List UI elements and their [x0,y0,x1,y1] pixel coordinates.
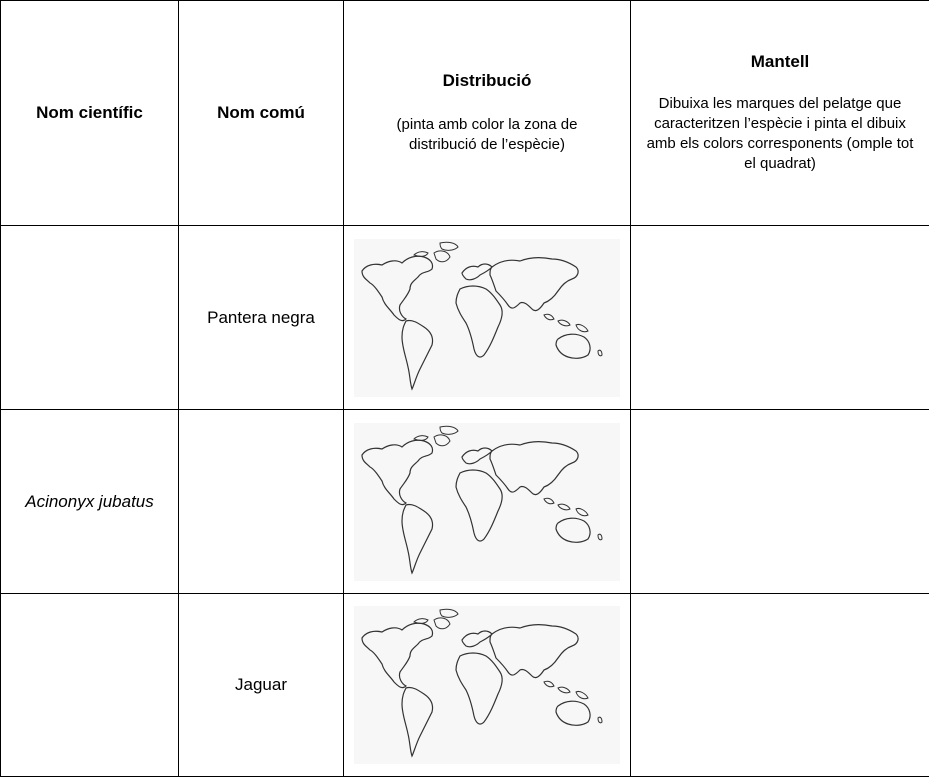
scientific-name-cell[interactable]: Acinonyx jubatus [1,410,179,594]
header-distribution [344,1,631,226]
header-coat [631,1,929,226]
table-row [1,226,929,410]
table-row [1,410,929,594]
world-map-icon [354,606,620,764]
coat-drawing-cell[interactable] [631,410,929,594]
coat-instructions: Dibuixa les marques del pelatge que caracteritzen l’espècie i pinta el dibuix amb els colors corresponents (omple tot el quadrat) [646,95,914,172]
table-row [1,594,929,777]
world-outline-map[interactable] [354,423,620,581]
header-row [1,1,929,226]
coat-drawing-cell[interactable] [631,594,929,777]
scientific-name-cell[interactable] [1,594,179,777]
common-name-cell[interactable]: Pantera negra [179,226,344,410]
world-map-icon [354,239,620,397]
coat-title: Mantell [750,52,810,71]
world-outline-map[interactable] [354,239,620,397]
world-map-icon [354,423,620,581]
coat-drawing-cell[interactable] [631,226,929,410]
common-name-cell[interactable]: Jaguar [179,594,344,777]
distribution-cell[interactable] [344,594,631,777]
header-common-name: Nom comú [179,1,344,226]
distribution-title: Distribució [442,71,532,90]
header-scientific-name: Nom científic [1,1,179,226]
scientific-name-cell[interactable] [1,226,179,410]
distribution-cell[interactable] [344,226,631,410]
common-name-cell[interactable] [179,410,344,594]
distribution-instructions: (pinta amb color la zona de distribució de l’espècie) [396,116,578,153]
world-outline-map[interactable] [354,606,620,764]
distribution-cell[interactable] [344,410,631,594]
